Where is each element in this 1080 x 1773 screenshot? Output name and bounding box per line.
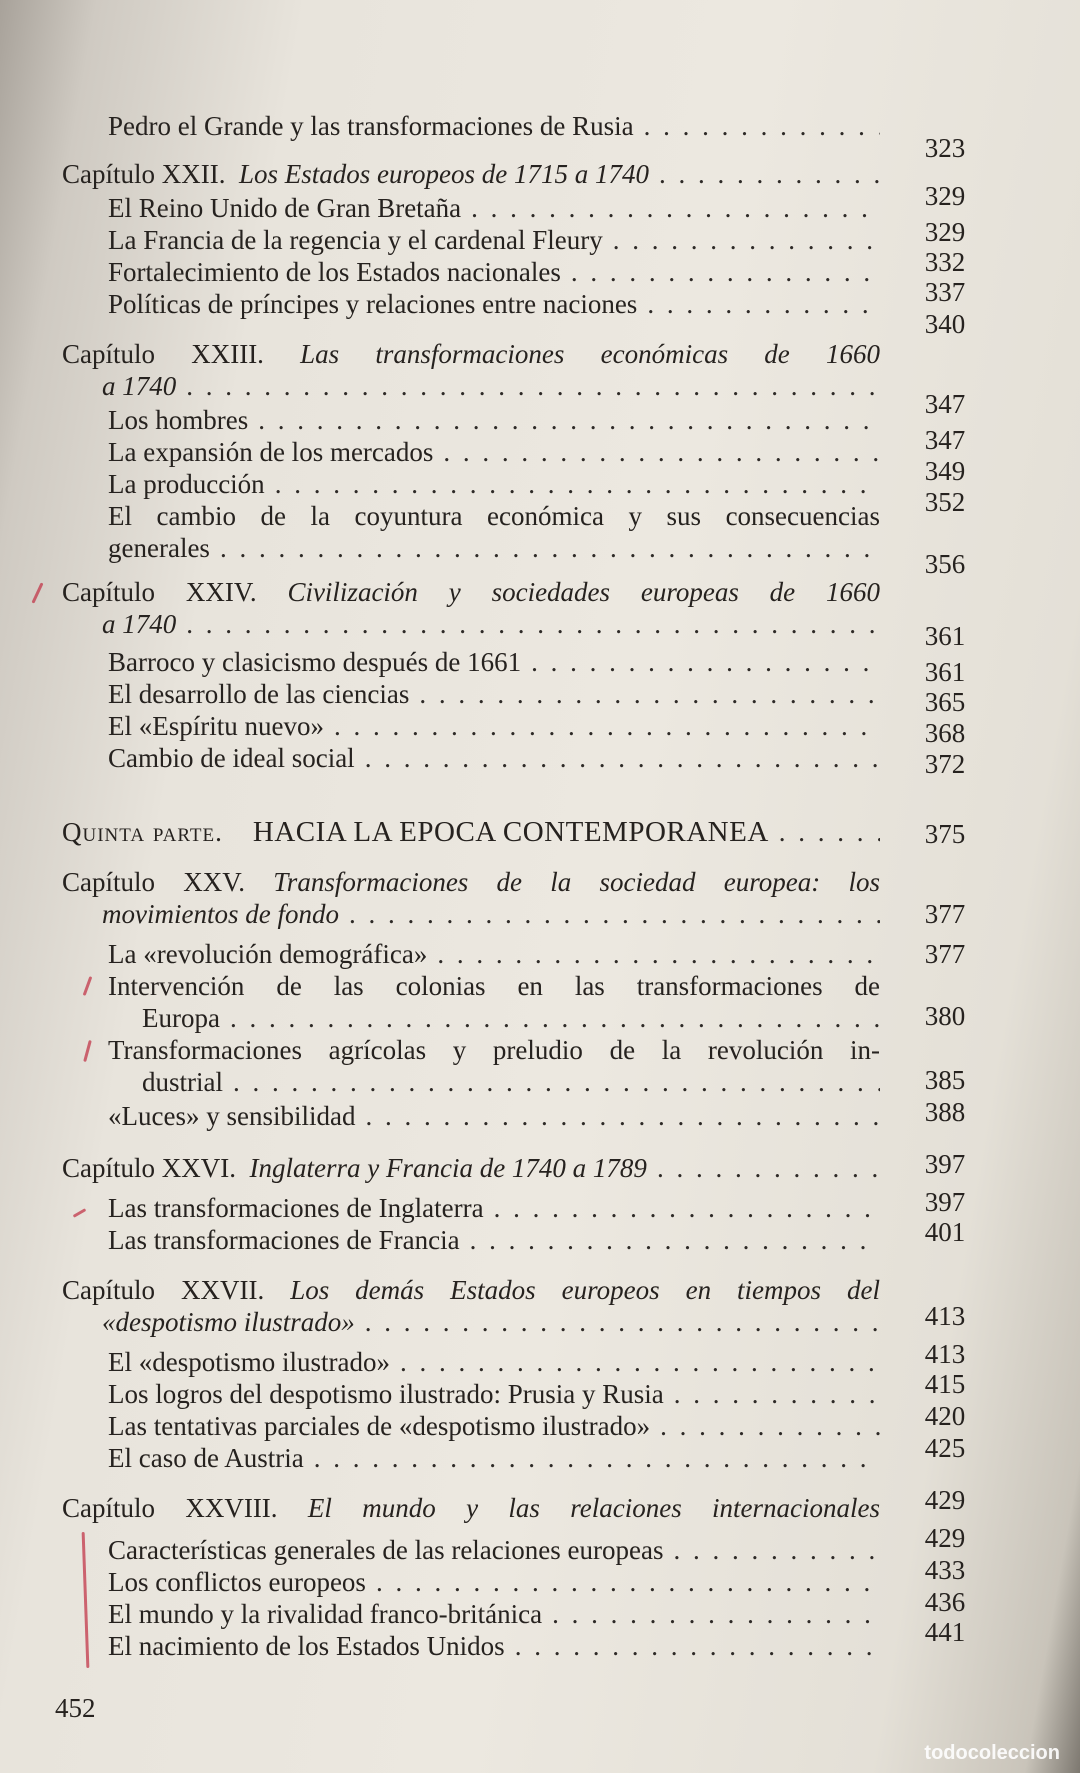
entry-title: La «revolución demográfica» [108,939,428,969]
page-number: 377 [924,899,966,929]
chapter-title-continued: a 1740 [102,371,177,401]
toc-entry [108,1566,880,1598]
pen-bracket-mark [82,1532,90,1668]
page-number: 420 [924,1401,966,1431]
entry-title: La Francia de la regencia y el cardenal Fleury [108,225,603,255]
leader-dots [515,1630,880,1662]
chapter-label: Capítulo XXVII. [62,1275,265,1305]
page-number: 361 [924,657,966,687]
chapter-heading [62,576,880,608]
leader-dots [494,1192,880,1224]
leader-dots [471,192,880,224]
toc-entry [108,646,880,678]
toc-entry [108,110,880,142]
chapter-heading [62,866,880,898]
page-number: 388 [924,1097,966,1127]
toc-entry [108,500,880,532]
entry-title: El cambio de la coyuntura económica y sus consecuencias [108,501,880,531]
toc-entry [108,192,880,224]
entry-title: Fortalecimiento de los Estados nacionales [108,257,561,287]
leader-dots [186,608,880,640]
entry-title: Características generales de las relaciones europeas [108,1535,664,1565]
pen-mark [31,582,43,603]
leader-dots [613,224,880,256]
toc-entry [108,1630,880,1662]
entry-title: La producción [108,469,265,499]
entry-title: La expansión de los mercados [108,437,434,467]
leader-dots [220,532,880,564]
entry-title: El Reino Unido de Gran Bretaña [108,193,462,223]
chapter-label: Capítulo XXVI. [62,1153,236,1183]
pen-mark [73,1208,87,1218]
toc-entry [108,436,880,468]
entry-title-continued: generales [108,533,210,563]
page-number: 329 [924,181,966,211]
leader-dots [419,678,880,710]
entry-title: Cambio de ideal social [108,743,355,773]
page-number: 332 [924,247,966,277]
page-number: 425 [924,1433,966,1463]
entry-title: Los conflictos europeos [108,1567,366,1597]
toc-entry-continued [142,1002,880,1034]
toc-entry [108,1224,880,1256]
page-number: 397 [924,1149,966,1179]
page-number: 356 [924,549,966,579]
chapter-title: Los demás Estados europeos en tiempos del [290,1275,880,1305]
entry-title: Intervención de las colonias en las transformaciones de [108,971,880,1001]
toc-entry [108,938,880,970]
chapter-title: Civilización y sociedades europeas de 1660 [287,577,880,607]
toc-entry [108,970,880,1002]
page-number: 347 [924,389,966,419]
leader-dots [443,436,880,468]
toc-entry [108,1100,880,1132]
toc-entry [108,678,880,710]
leader-dots [644,110,880,142]
leader-dots [647,288,880,320]
entry-title: Las tentativas parciales de «despotismo ilustrado» [108,1411,651,1441]
page-number: 377 [924,939,966,969]
leader-dots [437,938,880,970]
pen-mark [83,1040,92,1062]
page-number: 349 [924,456,966,486]
page-number: 429 [924,1523,966,1553]
leader-dots [552,1598,880,1630]
entry-title: El «despotismo ilustrado» [108,1347,390,1377]
chapter-heading [62,1274,880,1306]
chapter-title: Los Estados europeos de 1715 a 1740 [238,159,649,189]
page-number: 361 [924,621,966,651]
part-label: Quinta parte. [62,817,223,847]
chapter-title-continued: a 1740 [102,609,177,639]
leader-dots [571,256,880,288]
leader-dots [660,1410,880,1442]
toc-entry [108,1034,880,1066]
chapter-heading-continued [102,898,880,930]
watermark: todocoleccion [924,1742,1060,1764]
page-number: 380 [924,1001,966,1031]
chapter-label: Capítulo XXIV. [62,577,257,607]
entry-title: Las transformaciones de Francia [108,1225,460,1255]
page-number: 436 [924,1587,966,1617]
page-number: 385 [924,1065,966,1095]
toc-entry [108,1378,880,1410]
chapter-heading-continued [102,370,880,402]
toc-entry [108,710,880,742]
toc-entry [108,1534,880,1566]
chapter-heading [62,1492,880,1524]
page-number: 413 [924,1301,966,1331]
chapter-label: Capítulo XXVIII. [62,1493,278,1523]
part-heading [62,816,880,848]
entry-title: Las transformaciones de Inglaterra [108,1193,484,1223]
page-number: 397 [924,1187,966,1217]
chapter-heading-continued [102,608,880,640]
chapter-title: Transformaciones de la sociedad europea: los [273,867,881,897]
entry-title: Los logros del despotismo ilustrado: Prusia y Rusia [108,1379,664,1409]
entry-title: El caso de Austria [108,1443,304,1473]
page-number: 323 [924,133,966,163]
chapter-heading [62,158,880,190]
leader-dots [230,1002,880,1034]
page-number: 340 [924,309,966,339]
page-number: 372 [924,749,966,779]
entry-title: Pedro el Grande y las transformaciones de Rusia [108,111,634,141]
toc-entry [108,1192,880,1224]
entry-title-continued: Europa [142,1003,220,1033]
entry-title: El «Espíritu nuevo» [108,711,324,741]
leader-dots [349,898,880,930]
leader-dots [314,1442,880,1474]
leader-dots [365,1100,880,1132]
chapter-label: Capítulo XXII. [62,159,226,189]
page-number: 368 [924,718,966,748]
page-number: 352 [924,487,966,517]
chapter-title: Inglaterra y Francia de 1740 a 1789 [249,1153,647,1183]
chapter-heading [62,338,880,370]
leader-dots [365,742,880,774]
leader-dots [275,468,880,500]
toc-entry [108,256,880,288]
leader-dots [334,710,880,742]
chapter-title-continued: movimientos de fondo [102,899,339,929]
chapter-heading-continued [102,1306,880,1338]
leader-dots [673,1534,880,1566]
toc-entry [108,1598,880,1630]
leader-dots [258,404,880,436]
entry-title: Políticas de príncipes y relaciones entre naciones [108,289,638,319]
entry-title: Barroco y clasicismo después de 1661 [108,647,522,677]
page-folio-number: 452 [55,1693,96,1723]
page-number: 429 [924,1485,966,1515]
toc-entry-continued [142,1066,880,1098]
toc-entry [108,1410,880,1442]
toc-entry [108,468,880,500]
leader-dots [233,1066,880,1098]
chapter-label: Capítulo XXIII. [62,339,264,369]
leader-dots [376,1566,880,1598]
toc-entry [108,742,880,774]
toc-entry [108,404,880,436]
pen-mark [83,976,93,996]
leader-dots [400,1346,880,1378]
leader-dots [779,816,880,848]
page-number: 415 [924,1369,966,1399]
toc-entry [108,1346,880,1378]
entry-title-continued: dustrial [142,1067,223,1097]
page-number: 413 [924,1339,966,1369]
entry-title: «Luces» y sensibilidad [108,1101,356,1131]
chapter-label: Capítulo XXV. [62,867,246,897]
page-number: 441 [924,1617,966,1647]
leader-dots [657,1152,880,1184]
page-number: 401 [924,1217,966,1247]
entry-title: El nacimiento de los Estados Unidos [108,1631,505,1661]
page-number: 329 [924,217,966,247]
toc-entry-continued [108,532,880,564]
toc-entry [108,1442,880,1474]
toc-entry [108,224,880,256]
leader-dots [674,1378,880,1410]
entry-title: El mundo y la rivalidad franco-británica [108,1599,543,1629]
entry-title: Transformaciones agrícolas y preludio de la revolución in- [108,1035,880,1065]
leader-dots [531,646,880,678]
page-number: 375 [924,819,966,849]
leader-dots [186,370,880,402]
page-number: 347 [924,425,966,455]
entry-title: El desarrollo de las ciencias [108,679,410,709]
leader-dots [470,1224,880,1256]
leader-dots [659,158,880,190]
toc-entry [108,288,880,320]
chapter-title: El mundo y las relaciones internacionales [307,1493,881,1523]
page-number: 365 [924,687,966,717]
leader-dots [365,1306,880,1338]
page-number: 433 [924,1555,966,1585]
chapter-title: Las transformaciones económicas de 1660 [300,339,880,369]
part-title: HACIA LA EPOCA CONTEMPORANEA [252,816,769,848]
chapter-heading [62,1152,880,1184]
entry-title: Los hombres [108,405,249,435]
chapter-title-continued: «despotismo ilustrado» [102,1307,355,1337]
page-number: 337 [924,277,966,307]
